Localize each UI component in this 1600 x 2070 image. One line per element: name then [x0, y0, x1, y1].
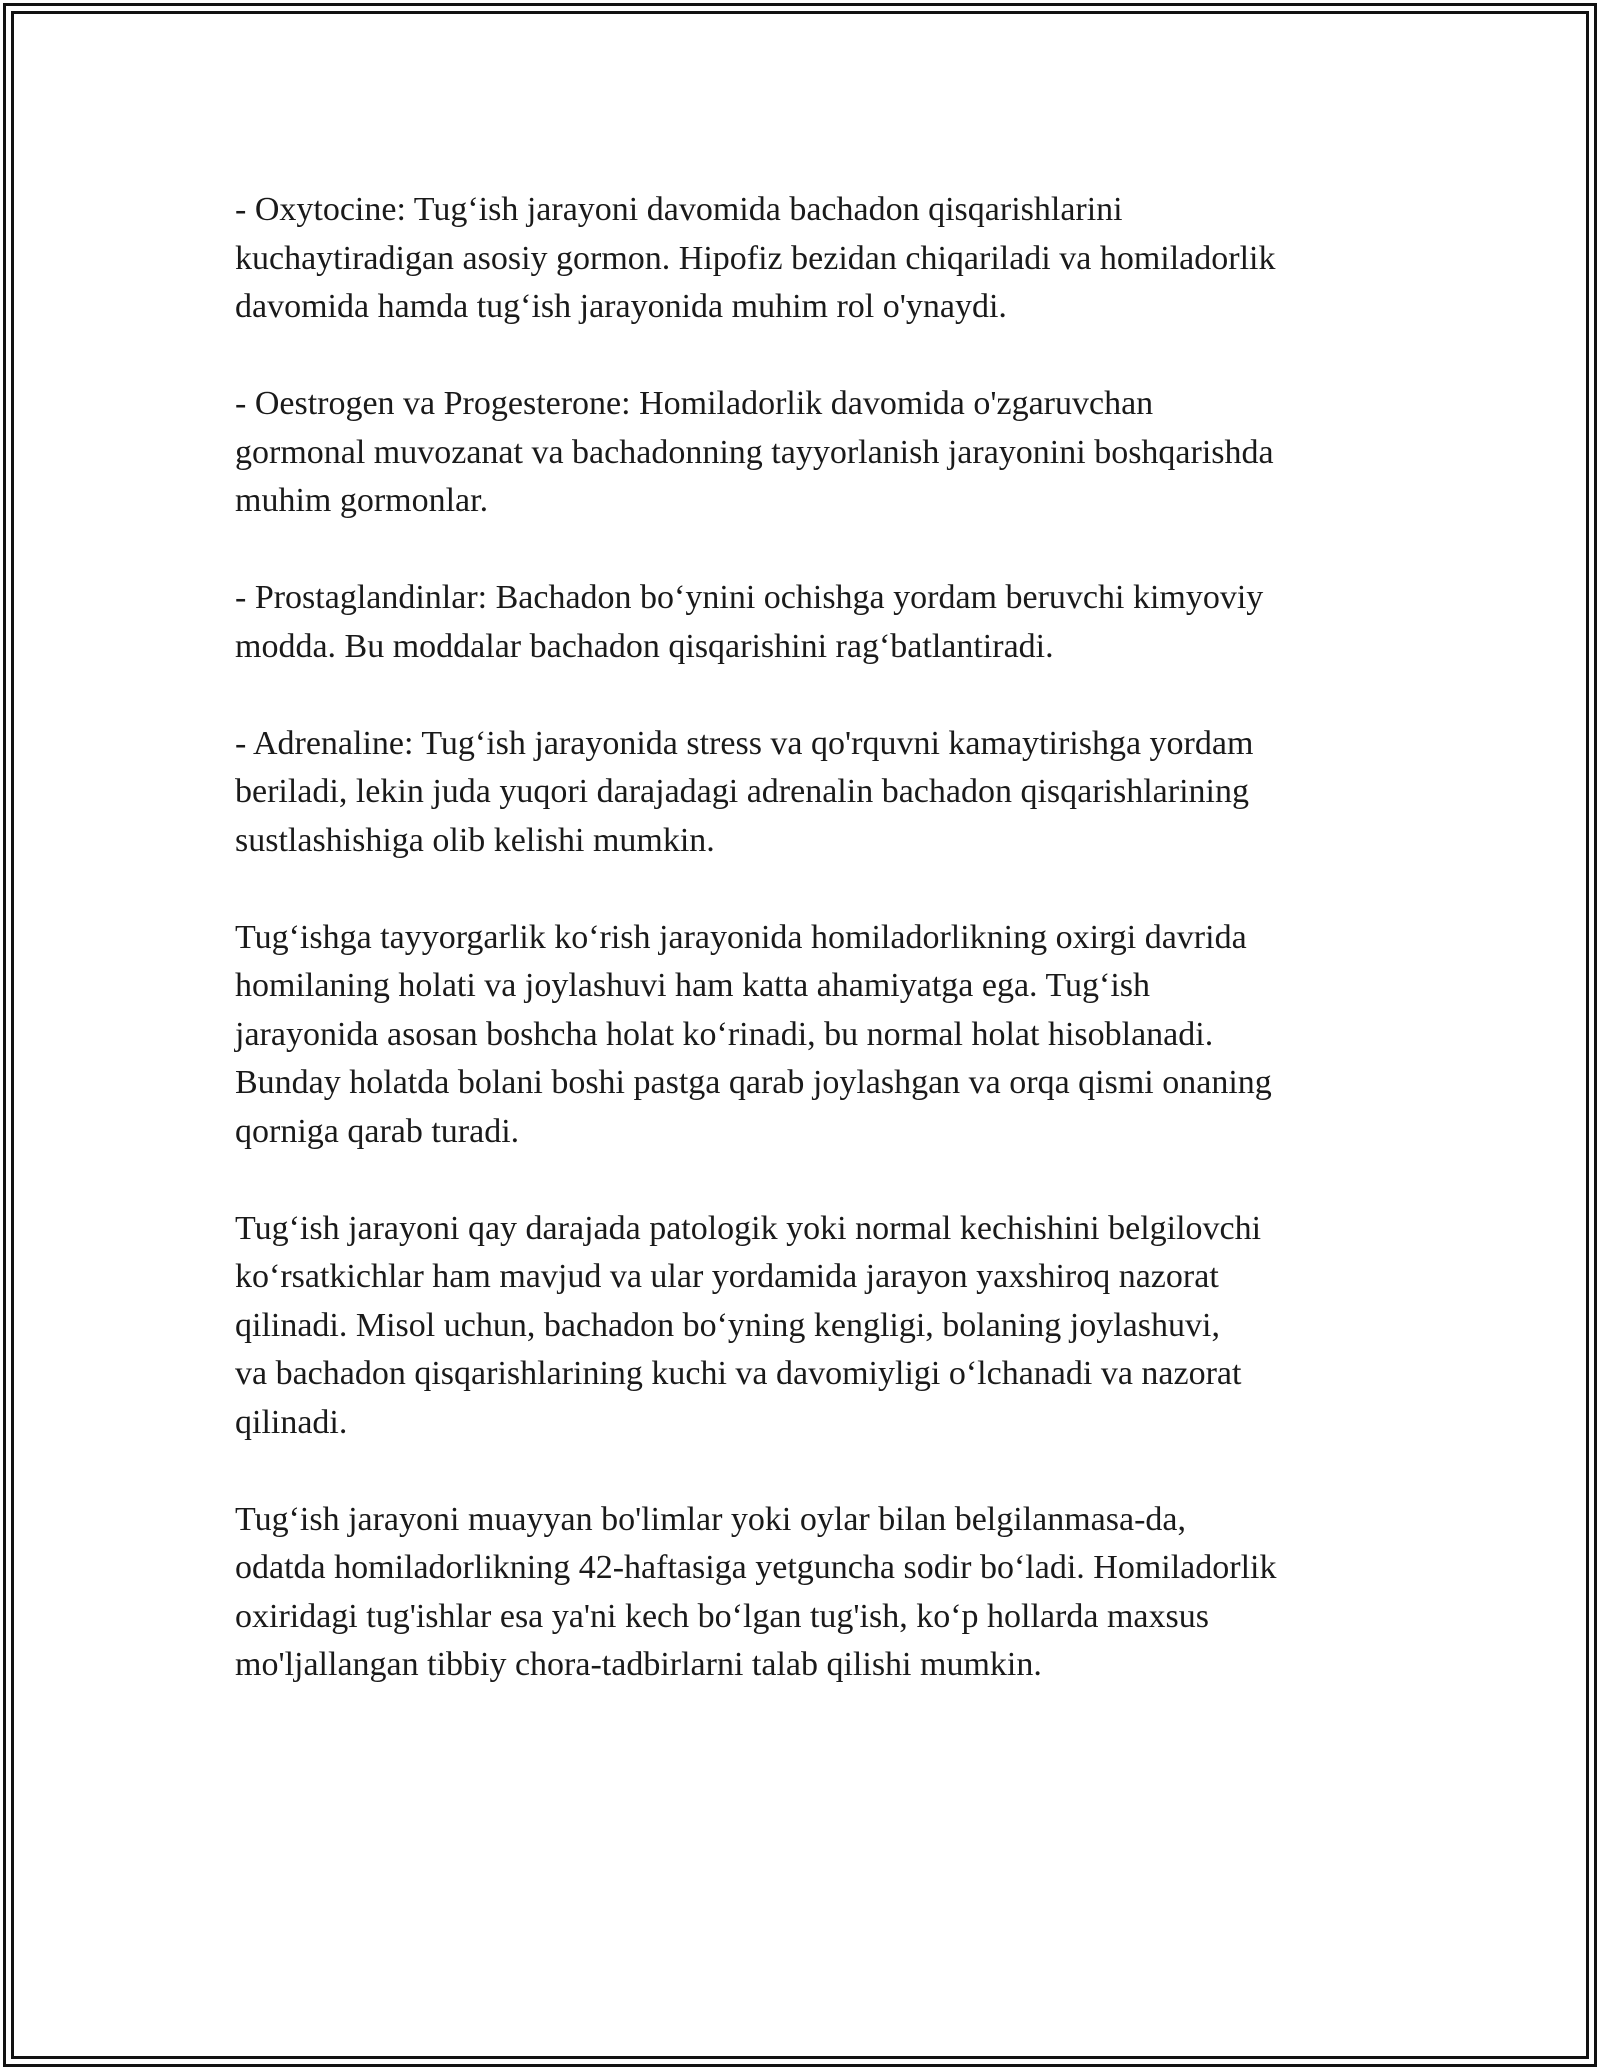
text-line: odatda homiladorlikning 42-haftasiga yetguncha sodir bo‘ladi. Homiladorlik — [235, 1549, 1277, 1586]
text-line: ko‘rsatkichlar ham mavjud va ular yordamida jarayon yaxshiroq nazorat — [235, 1258, 1219, 1295]
text-line: qorniga qarab turadi. — [235, 1112, 520, 1150]
paragraph-oestrogen-progesterone — [235, 380, 1365, 526]
text-line: Tug‘ishga tayyorgarlik ko‘rish jarayonida homiladorlikning oxirgi davrida — [235, 918, 1247, 956]
text-line: - Adrenaline: Tug‘ish jarayonida stress va qo'rquvni kamaytirishga yordam — [235, 724, 1254, 762]
text-line: sustlashishiga olib kelishi mumkin. — [235, 821, 715, 859]
paragraph-korsatkichlar — [235, 1205, 1365, 1448]
text-line: homilaning holati va joylashuvi ham katta ahamiyatga ega. Tug‘ish — [235, 967, 1151, 1004]
text-line: modda. Bu moddalar bachadon qisqarishini rag‘batlantiradi. — [235, 627, 1054, 665]
text-line: davomida hamda tug‘ish jarayonida muhim rol o'ynaydi. — [235, 288, 1007, 325]
paragraph-adrenaline — [235, 720, 1365, 866]
text-line: jarayonida asosan boshcha holat ko‘rinadi, bu normal holat hisoblanadi. — [235, 1015, 1214, 1053]
text-line: gormonal muvozanat va bachadonning tayyorlanish jarayonini boshqarishda — [235, 433, 1274, 471]
text-line: - Prostaglandinlar: Bachadon bo‘ynini ochishga yordam beruvchi kimyoviy — [235, 579, 1264, 616]
paragraph-tugishga-tayyorgarlik — [235, 914, 1365, 1157]
text-line: mo'ljallangan tibbiy chora-tadbirlarni talab qilishi mumkin. — [235, 1646, 1042, 1683]
text-line: kuchaytiradigan asosiy gormon. Hipofiz bezidan chiqariladi va homiladorlik — [235, 239, 1276, 277]
text-line: muhim gormonlar. — [235, 482, 489, 519]
text-line: oxiridagi tug'ishlar esa ya'ni kech bo‘lgan tug'ish, ko‘p hollarda maxsus — [235, 1597, 1209, 1635]
text-line: qilinadi. Misol uchun, bachadon bo‘yning kengligi, bolaning joylashuvi, — [235, 1306, 1220, 1344]
text-line: Bunday holatda bolani boshi pastga qarab joylashgan va orqa qismi onaning — [235, 1064, 1272, 1101]
text-line: qilinadi. — [235, 1403, 348, 1441]
text-line: beriladi, lekin juda yuqori darajadagi adrenalin bachadon qisqarishlarining — [235, 773, 1249, 810]
text-line: - Oestrogen va Progesterone: Homiladorlik davomida o'zgaruvchan — [235, 385, 1154, 422]
text-line: va bachadon qisqarishlarining kuchi va davomiyligi o‘lchanadi va nazorat — [235, 1355, 1242, 1392]
text-line: Tug‘ish jarayoni qay darajada patologik yoki normal kechishini belgilovchi — [235, 1209, 1262, 1247]
paragraph-prostaglandinlar — [235, 574, 1365, 671]
paragraph-muddat — [235, 1496, 1365, 1690]
text-line: Tug‘ish jarayoni muayyan bo'limlar yoki oylar bilan belgilanmasa-da, — [235, 1500, 1187, 1538]
paragraph-oxytocine — [235, 186, 1365, 332]
text-line: - Oxytocine: Tug‘ish jarayoni davomida bachadon qisqarishlarini — [235, 191, 1123, 228]
document-body — [235, 186, 1365, 1738]
